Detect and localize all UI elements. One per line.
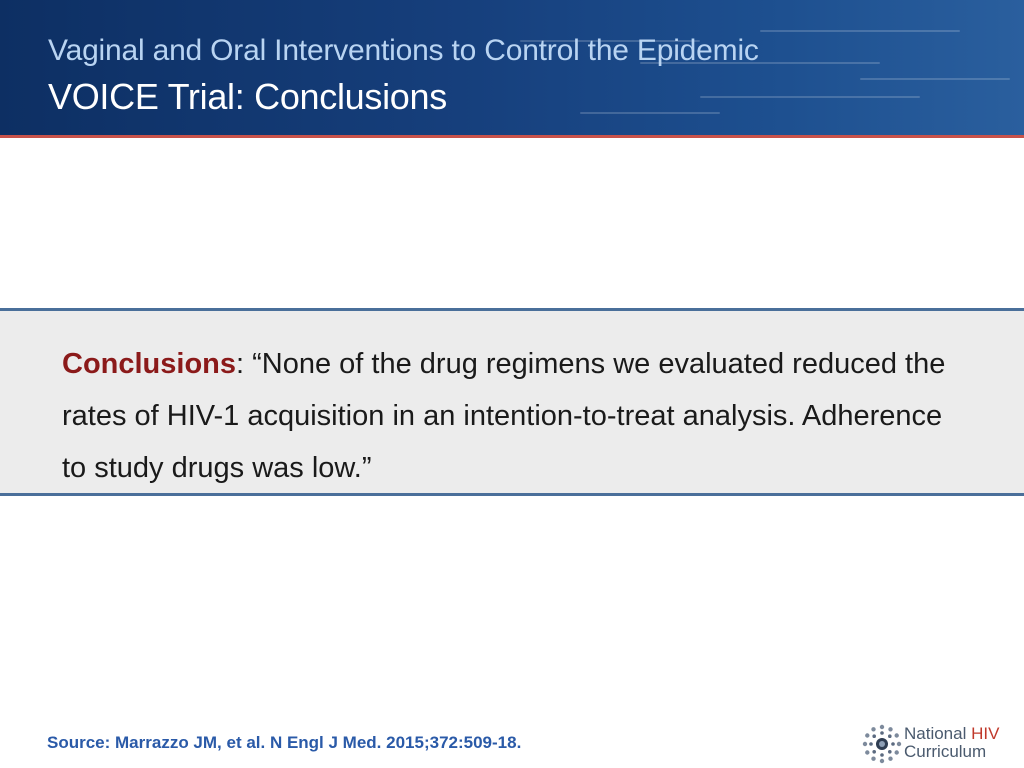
header-divider: [0, 135, 1024, 138]
logo-hiv: HIV: [971, 724, 1000, 743]
logo-national: National: [904, 724, 967, 743]
sunburst-logo-icon: [862, 724, 902, 764]
header-banner: [0, 0, 1024, 135]
slide-subtitle: Vaginal and Oral Interventions to Control the Epidemic: [48, 34, 759, 67]
national-hiv-curriculum-logo: [862, 724, 1022, 764]
conclusion-box: [0, 308, 1024, 496]
conclusion-quote: “None of the drug regimens we evaluated reduced the rates of HIV-1 acquisition in an intention-to-treat analysis. Adherence to study drugs was low.”: [62, 348, 946, 484]
conclusion-separator: :: [236, 348, 253, 380]
conclusion-label: Conclusions: [62, 348, 237, 380]
logo-curriculum: Curriculum: [904, 742, 987, 761]
source-citation: Source: Marrazzo JM, et al. N Engl J Med. 2015;372:509-18.: [47, 733, 522, 752]
conclusion-paragraph: [62, 338, 962, 494]
slide-title: VOICE Trial: Conclusions: [48, 76, 447, 117]
logo-wordmark: [904, 725, 999, 761]
